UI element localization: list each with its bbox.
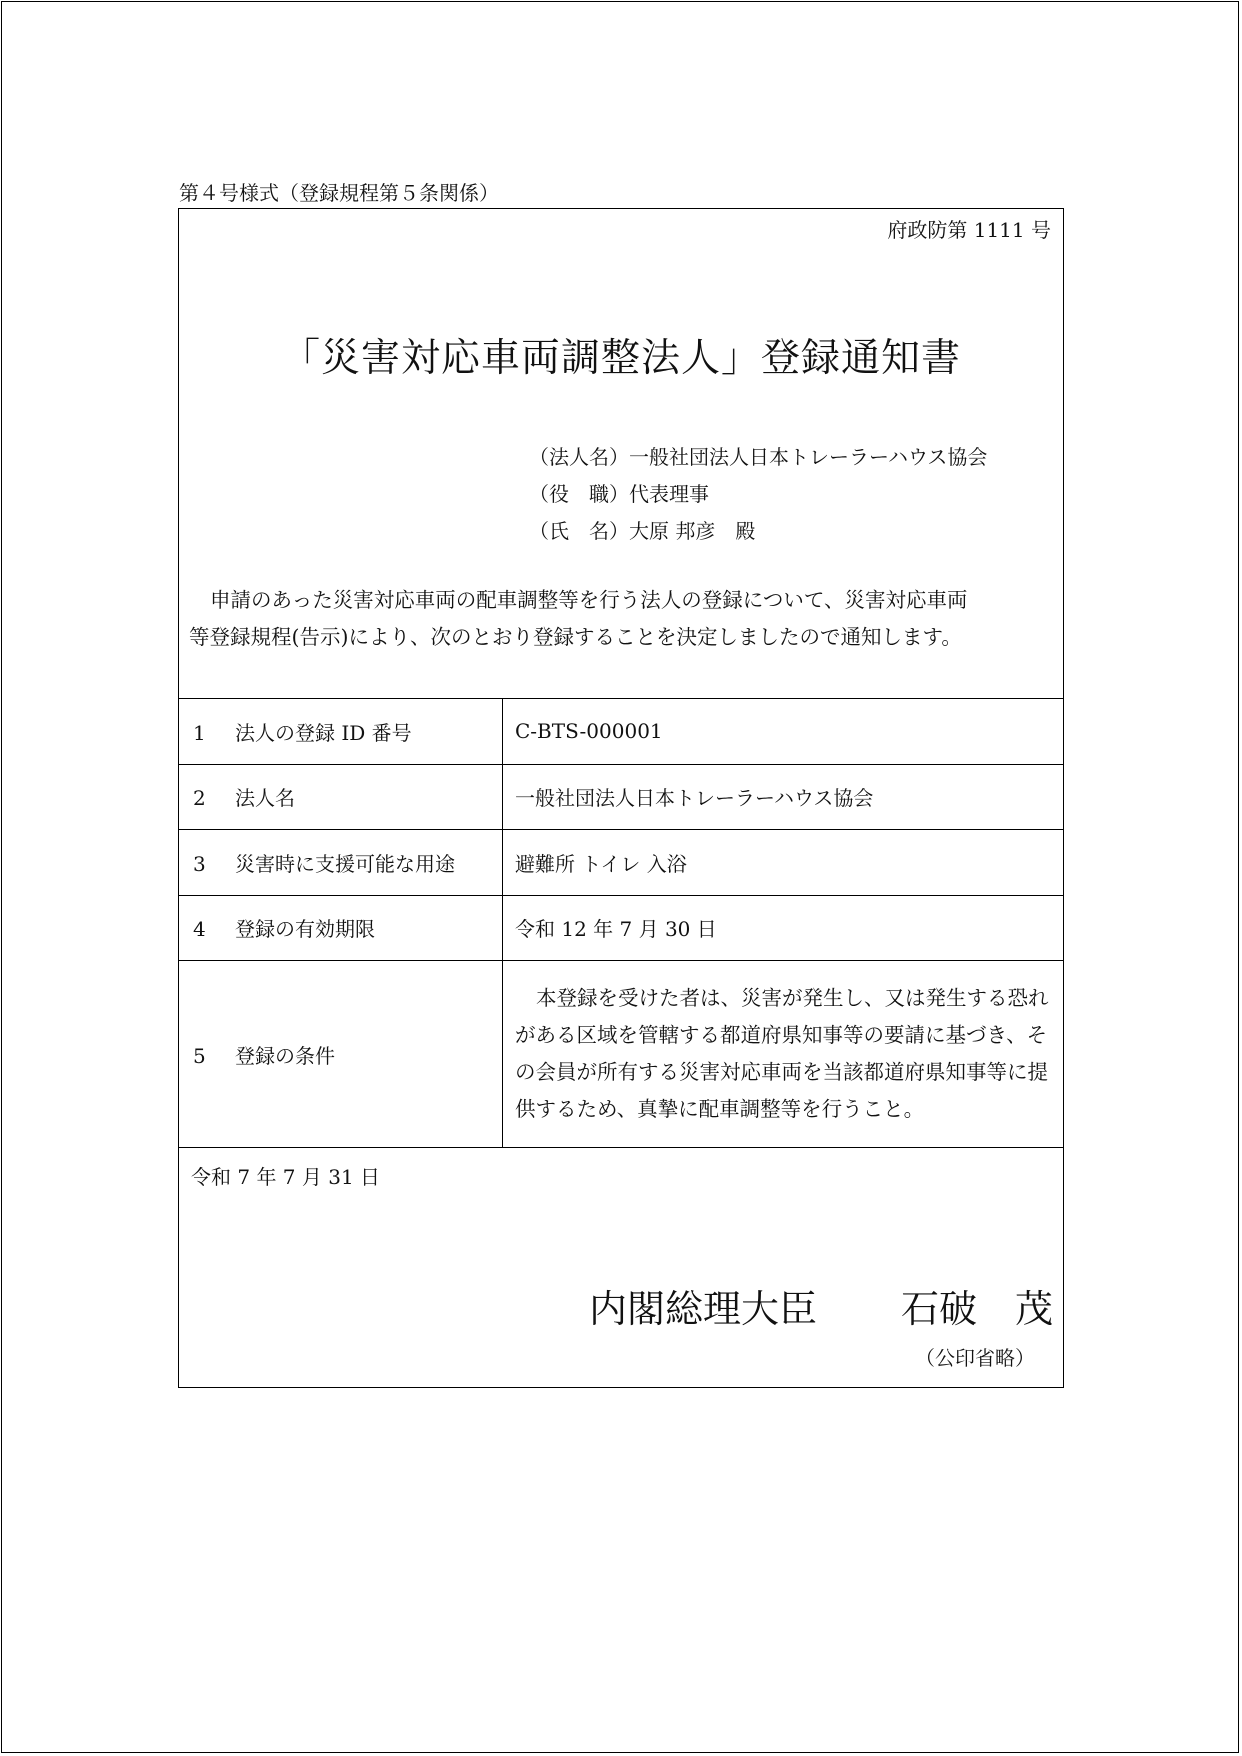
corporation-name-value: 一般社団法人日本トレーラーハウス協会 xyxy=(503,764,1064,830)
table-row xyxy=(179,961,1063,1148)
reference-number: 府政防第 1111 号 xyxy=(887,218,1051,242)
row-number: 3 xyxy=(193,851,206,876)
row-label: 法人名 xyxy=(235,786,295,811)
condition-cell xyxy=(503,961,1064,1148)
addressee-name: （氏 名）大原 邦彦 殿 xyxy=(529,519,756,543)
row-number: 5 xyxy=(193,1043,206,1068)
row-label: 登録の有効期限 xyxy=(235,917,375,942)
registration-table xyxy=(179,698,1063,1148)
document-title: 「災害対応車両調整法人」登録通知書 xyxy=(280,336,961,381)
addressee-corporation: （法人名）一般社団法人日本トレーラーハウス協会 xyxy=(529,445,988,469)
registration-condition-text: 本登録を受けた者は、災害が発生し、又は発生する恐れがある区域を管轄する都道府県知事等の要請に基づき、その会員が所有する災害対応車両を当該都道府県知事等に提供するため、真摯に配車調整等を行うこと。 xyxy=(515,986,1049,1121)
label-cell xyxy=(179,764,503,830)
row-label: 災害時に支援可能な用途 xyxy=(235,851,455,876)
row-number: 4 xyxy=(193,917,206,942)
table-row xyxy=(179,764,1063,830)
row-label: 登録の条件 xyxy=(235,1043,335,1068)
label-cell xyxy=(179,961,503,1148)
label-cell xyxy=(179,699,503,765)
form-number: 第４号様式（登録規程第５条関係） xyxy=(179,181,499,205)
body-line: 等登録規程(告示)により、次のとおり登録することを決定しましたので通知します。 xyxy=(189,625,962,649)
body-line: 申請のあった災害対応車両の配車調整等を行う法人の登録について、災害対応車両 xyxy=(210,588,968,612)
table-row xyxy=(179,699,1063,765)
seal-omitted-note: （公印省略） xyxy=(915,1346,1035,1370)
registration-id-value: C-BTS-000001 xyxy=(503,699,1064,765)
row-number: 1 xyxy=(193,720,206,745)
addressee-position: （役 職）代表理事 xyxy=(529,482,709,506)
table-row xyxy=(179,895,1063,961)
addressee-block xyxy=(529,439,987,550)
issue-date: 令和 7 年 7 月 31 日 xyxy=(191,1165,381,1189)
signatory xyxy=(589,1285,1053,1333)
notice-document xyxy=(178,208,1064,1388)
table-row xyxy=(179,830,1063,896)
signatory-name: 石破 茂 xyxy=(900,1287,1053,1331)
label-cell xyxy=(179,830,503,896)
row-number: 2 xyxy=(193,786,206,811)
support-uses-value: 避難所 トイレ 入浴 xyxy=(503,830,1064,896)
signatory-title: 内閣総理大臣 xyxy=(588,1287,817,1331)
notice-body xyxy=(189,582,1057,656)
expiry-date-value: 令和 12 年 7 月 30 日 xyxy=(503,895,1064,961)
label-cell xyxy=(179,895,503,961)
row-label: 法人の登録 ID 番号 xyxy=(235,720,412,745)
